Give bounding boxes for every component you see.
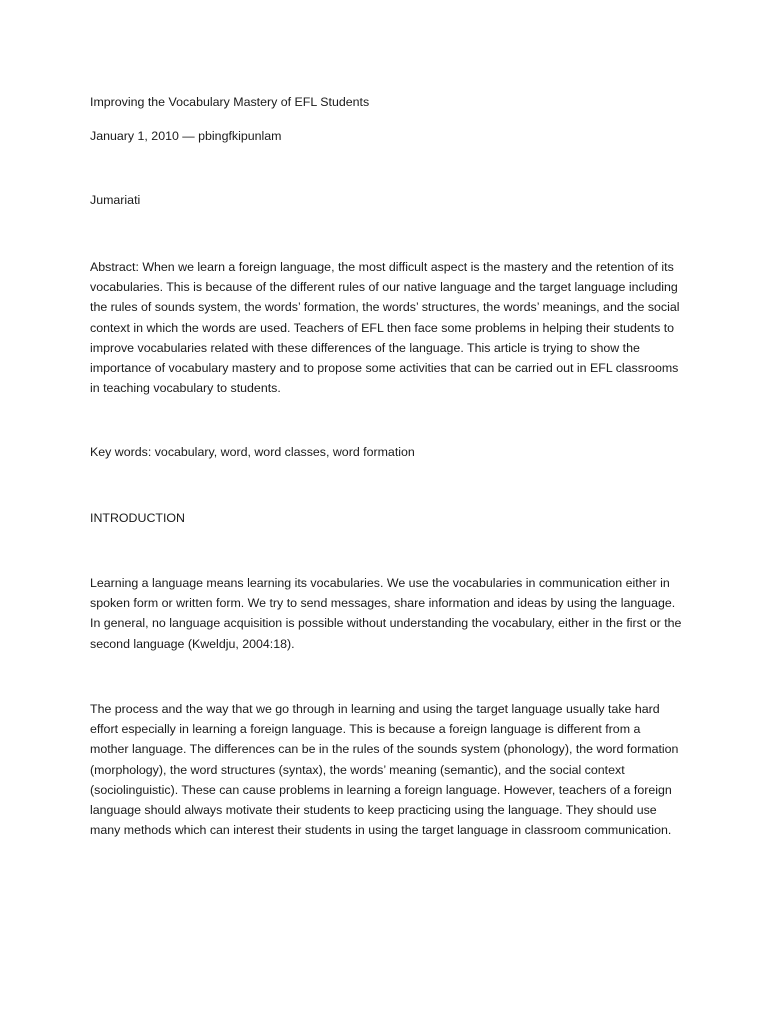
document-title: Improving the Vocabulary Mastery of EFL Students	[90, 95, 370, 109]
body-paragraph: The process and the way that we go through in learning and using the target language usually take hard effort especially in learning a foreign language. This is because a foreign language is different from a mother language. The differences can be in the rules of the sounds system (phonology), the word formation (morphology), the word structures (syntax), the words’ meaning (semantic), and the social context (sociolinguistic). These can cause problems in learning a foreign language. However, teachers of a foreign language should always motivate their students to keep practicing using the language. They should use many methods which can interest their students in using the target language in classroom communication.	[90, 702, 679, 838]
keywords-line: Key words: vocabulary, word, word classes, word formation	[90, 445, 415, 459]
body-paragraph: Learning a language means learning its vocabularies. We use the vocabularies in communication either in spoken form or written form. We try to send messages, share information and ideas by using the language. In general, no language acquisition is possible without understanding the vocabulary, either in the first or the second language (Kweldju, 2004:18).	[90, 576, 682, 651]
document-dateline: January 1, 2010 — pbingfkipunlam	[90, 129, 282, 143]
abstract-paragraph: Abstract: When we learn a foreign language, the most difficult aspect is the mastery and the retention of its vocabularies. This is because of the different rules of our native language and the target language including the rules of sounds system, the words’ formation, the words’ structures, the words’ meanings, and the social context in which the words are used. Teachers of EFL then face some problems in helping their students to improve vocabularies related with these differences of the language. This article is trying to show the importance of vocabulary mastery and to propose some activities that can be carried out in EFL classrooms in teaching vocabulary to students.	[90, 260, 680, 396]
section-heading-introduction: INTRODUCTION	[90, 511, 185, 525]
document-author: Jumariati	[90, 193, 141, 207]
